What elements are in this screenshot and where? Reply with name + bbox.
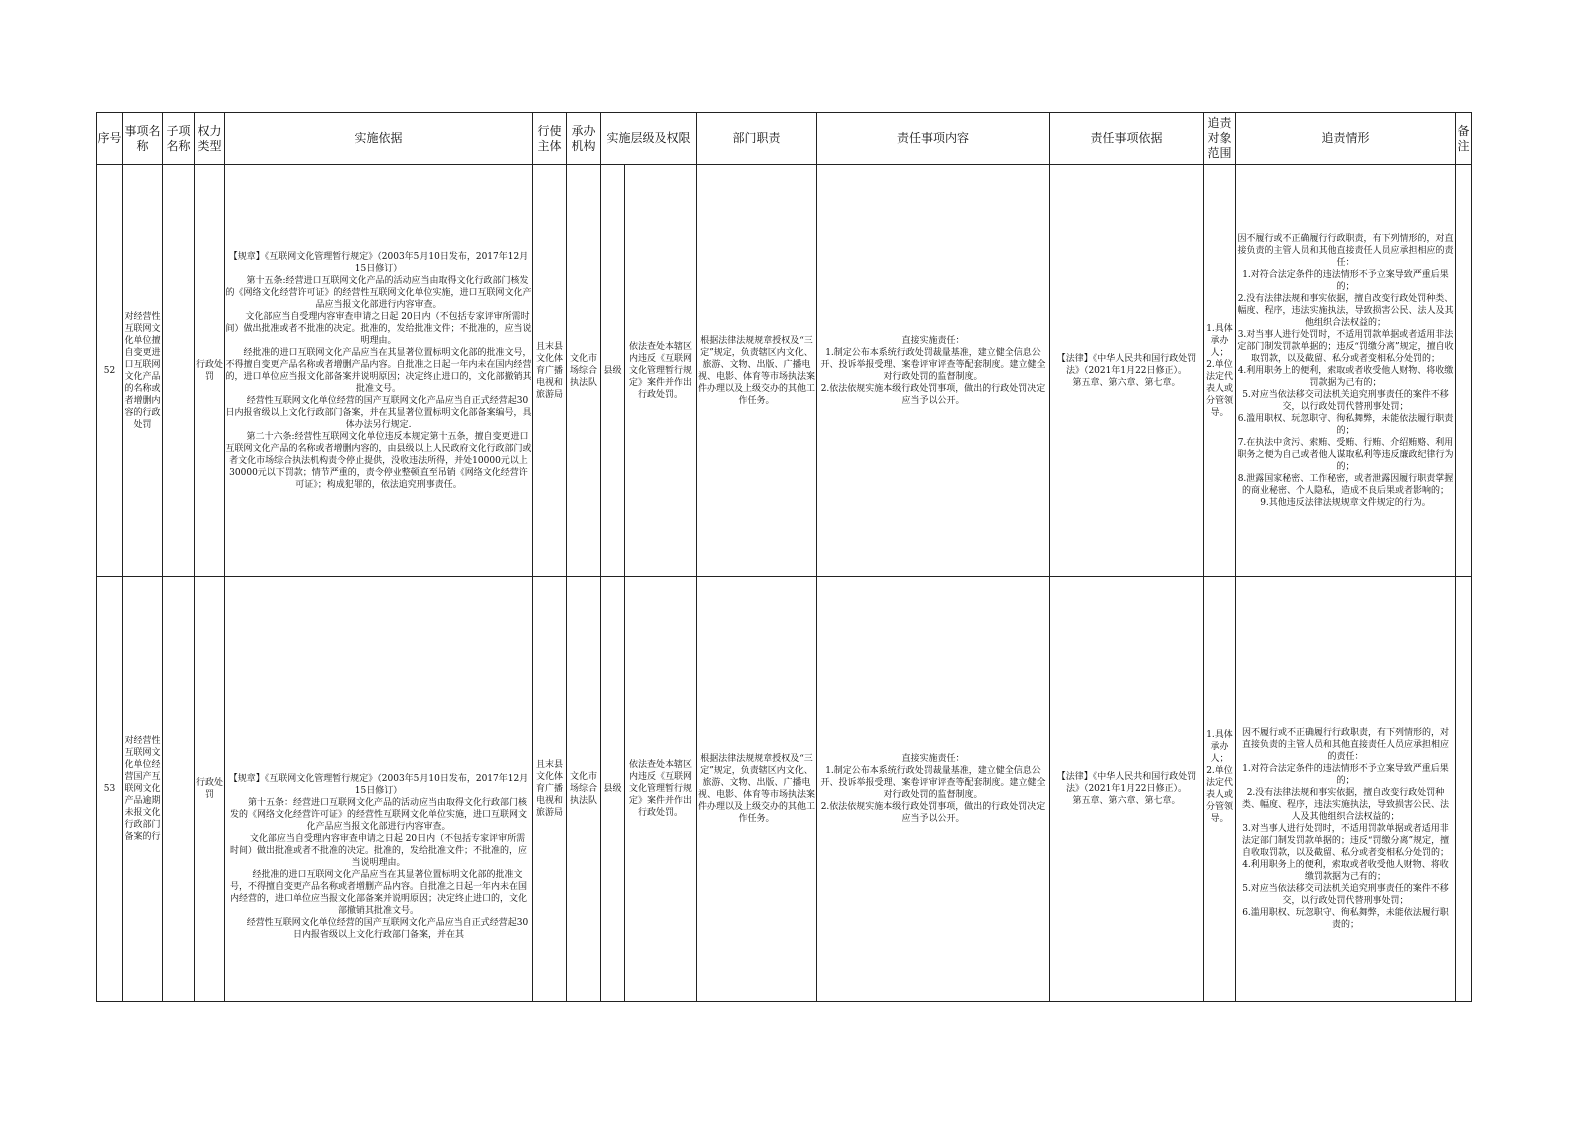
basis-line: 文化部应当自受理内容审查申请之日起 20日内（不包括专家评审所需时间）做出批准或者不批准的决定。批准的，发给批准文件；不批准的，应当说明理由。 — [225, 311, 532, 346]
basis-line: 经营性互联网文化单位经营的国产互联网文化产品应当自正式经营起30日内报省级以上文化行政部门备案，并在其显著位置标明文化部备案编号，具体办法另行规定. — [225, 395, 532, 430]
row-resp-content: 直接实施责任： 1.制定公布本系统行政处罚裁量基准，建立健全信息公开、投诉举报受理、案卷评审评查等配套制度。建立健全对行政处罚的监督制度。 2.依法依规实施本级行政处罚事项，做出的行政处罚决定应当予以公开。 — [817, 577, 1050, 1002]
row-duty: 根据法律法规规章授权及“三定”规定，负责辖区内文化、旅游、文物、出版、广播电视、电影、体育等市场执法案件办理以及上级交办的其他工作任务。 — [697, 165, 817, 577]
row-seq: 53 — [97, 577, 123, 1002]
row-level-detail: 依法查处本辖区内违反《互联网文化管理暂行规定》案件并作出行政处罚。 — [625, 165, 697, 577]
row-item-name: 对经营性互联网文化单位擅自变更进口互联网文化产品的名称或者增删内容的行政处罚 — [123, 165, 163, 577]
basis-line: 经批准的进口互联网文化产品应当在其显著位置标明文化部的批准文号，不得擅自变更产品名称或者增删产品内容。自批准之日起一年内未在国内经营的，进口单位应当报文化部备案并说明原因；决定终止进口的，文化部撤销其批准文号。 — [225, 347, 532, 394]
col-basis: 实施依据 — [225, 113, 533, 165]
col-resp-basis: 责任事项依据 — [1050, 113, 1204, 165]
col-subject: 行使主体 — [533, 113, 567, 165]
header-row — [97, 113, 1472, 165]
row-power-type: 行政处罚 — [195, 165, 225, 577]
col-remark: 备注 — [1456, 113, 1472, 165]
basis-line: 经批准的进口互联网文化产品应当在其显著位置标明文化部的批准文号，不得擅自变更产品名称或者增删产品内容。自批准之日起一年内未在国内经营的，进口单位应当报文化部备案并说明原因；决定终止进口的，文化部撤销其批准文号。 — [229, 870, 527, 916]
basis-line: 第二十六条:经营性互联网文化单位违反本规定第十五条，擅自变更进口互联网文化产品的名称或者增删内容的，由县级以上人民政府文化行政部门或者文化市场综合执法机构责令停止提供，没收违法所得，并处10000元以上30000元以下罚款；情节严重的，责令停业整顿直至吊销《网络文化经营许可证》；构成犯罪的，依法追究刑事责任。 — [225, 431, 532, 490]
col-seq: 序号 — [97, 113, 123, 165]
row-accountability: 因不履行或不正确履行行政职责，有下列情形的，对直接负责的主管人员和其他直接责任人员应承担相应的责任： 1.对符合法定条件的违法情形不予立案导致严重后果的； 2.没有法律法规和事实依据，擅自改变行政处罚种类、幅度、程序，违法实施执法，导致损害公民、法人及其他组织合法权益的； 3.对当事人进行处罚时，不适用罚款单据或者适用非法定部门制发罚款单据的；违反“罚缴分离”规定，擅自收取罚款，以及截留、私分或者变相私分处罚的； 4.利用职务上的便利，索取或者收受他人财物、将收缴罚款据为己有的； 5.对应当依法移交司法机关追究刑事责任的案件不移交，以行政处罚代替刑事处罚； 6.滥用职权、玩忽职守、徇私舞弊，未能依法履行职责的； 7.在执法中贪污、索贿、受贿、行贿、介绍贿赂、利用职务之便为自己或者他人谋取私利等违反廉政纪律行为的； 8.泄露国家秘密、工作秘密，或者泄露因履行职责掌握的商业秘密、个人隐私，造成不良后果或者影响的； 9.其他违反法律法规规章文件规定的行为。 — [1236, 165, 1456, 577]
basis-line: 【规章】《互联网文化管理暂行规定》（2003年5月10日发布，2017年12月15日修订） — [228, 251, 529, 274]
row-accountability: 因不履行或不正确履行行政职责，有下列情形的，对直接负责的主管人员和其他直接责任人员应承担相应的责任： 1.对符合法定条件的违法情形不予立案导致严重后果的； 2.没有法律法规和事实依据，擅自改变行政处罚种类、幅度、程序，违法实施执法，导致损害公民、法人及其他组织合法权益的； 3.对当事人进行处罚时，不适用罚款单据或者适用非法定部门制发罚款单据的；违反“罚缴分离”规定，擅自收取罚款，以及截留、私分或者变相私分处罚的； 4.利用职务上的便利，索取或者收受他人财物、将收缴罚款据为己有的； 5.对应当依法移交司法机关追究刑事责任的案件不移交，以行政处罚代替刑事处罚； 6.滥用职权、玩忽职守、徇私舞弊，未能依法履行职责的； — [1241, 728, 1450, 930]
row-level: 县级 — [601, 165, 625, 577]
row-duty: 根据法律法规规章授权及“三定”规定，负责辖区内文化、旅游、文物、出版、广播电视、电影、体育等市场执法案件办理以及上级交办的其他工作任务。 — [697, 577, 817, 1002]
row-basis — [225, 577, 533, 1002]
row-scope: 1.具体承办人； 2.单位法定代表人或分管领导。 — [1205, 730, 1233, 824]
basis-line: 文化部应当自受理内容审查申请之日起 20日内（不包括专家评审所需时间）做出批准或者不批准的决定。批准的，发给批准文件；不批准的，应当说明理由。 — [229, 834, 527, 868]
row-remark — [1456, 165, 1472, 577]
col-level: 实施层级及权限 — [601, 113, 697, 165]
basis-line: 【规章】《互联网文化管理暂行规定》（2003年5月10日发布，2017年12月15日修订） — [228, 774, 529, 796]
row-power-type: 行政处罚 — [195, 577, 225, 1002]
row-resp-basis: 【法律】《中华人民共和国行政处罚法》（2021年1月22日修正）。 第五章、第六章、第七章。 — [1050, 577, 1204, 1002]
power-list-table — [96, 112, 1472, 1002]
col-scope: 追责对象范围 — [1204, 113, 1236, 165]
row-level: 县级 — [601, 577, 625, 1002]
row-agency: 文化市场综合执法队 — [567, 165, 601, 577]
row-resp-content: 直接实施责任： 1.制定公布本系统行政处罚裁量基准，建立健全信息公开、投诉举报受理、案卷评审评查等配套制度。建立健全对行政处罚的监督制度。 2.依法依规实施本级行政处罚事项，做出的行政处罚决定应当予以公开。 — [817, 165, 1050, 577]
row-scope: 1.具体承办人； 2.单位法定代表人或分管领导。 — [1204, 165, 1236, 577]
basis-line: 第十五条：经营进口互联网文化产品的活动应当由取得文化行政部门核发的《网络文化经营许可证》的经营性互联网文化单位实施，进口互联网文化产品应当报文化部进行内容审查。 — [229, 798, 527, 832]
row-resp-basis: 【法律】《中华人民共和国行政处罚法》（2021年1月22日修正）。 第五章、第六章、第七章。 — [1050, 165, 1204, 577]
col-accountability: 追责情形 — [1236, 113, 1456, 165]
row-agency: 文化市场综合执法队 — [567, 577, 601, 1002]
table-row — [97, 165, 1472, 577]
row-subject: 且末县文化体育广播电视和旅游局 — [533, 577, 567, 1002]
row-remark — [1456, 577, 1472, 1002]
col-sub-item: 子项名称 — [163, 113, 195, 165]
row-level-detail: 依法查处本辖区内违反《互联网文化管理暂行规定》案件并作出行政处罚。 — [625, 577, 697, 1002]
col-agency: 承办机构 — [567, 113, 601, 165]
table-row — [97, 577, 1472, 1002]
row-sub-item — [163, 165, 195, 577]
row-subject: 且末县文化体育广播电视和旅游局 — [533, 165, 567, 577]
col-resp-content: 责任事项内容 — [817, 113, 1050, 165]
col-duty: 部门职责 — [697, 113, 817, 165]
row-scope-cell — [1204, 577, 1236, 1002]
row-seq: 52 — [97, 165, 123, 577]
col-item-name: 事项名称 — [123, 113, 163, 165]
basis-line: 第十五条:经营进口互联网文化产品的活动应当由取得文化行政部门核发的《网络文化经营许可证》的经营性互联网文化单位实施，进口互联网文化产品应当报文化部进行内容审查。 — [225, 275, 532, 310]
row-accountability-cell — [1236, 577, 1456, 1002]
col-power-type: 权力类型 — [195, 113, 225, 165]
basis-line: 经营性互联网文化单位经营的国产互联网文化产品应当自正式经营起30日内报省级以上文化行政部门备案，并在其 — [246, 918, 529, 940]
row-basis — [225, 165, 533, 577]
row-sub-item — [163, 577, 195, 1002]
row-item-name: 对经营性互联网文化单位经营国产互联网文化产品逾期未报文化行政部门备案的行 — [123, 577, 163, 1002]
